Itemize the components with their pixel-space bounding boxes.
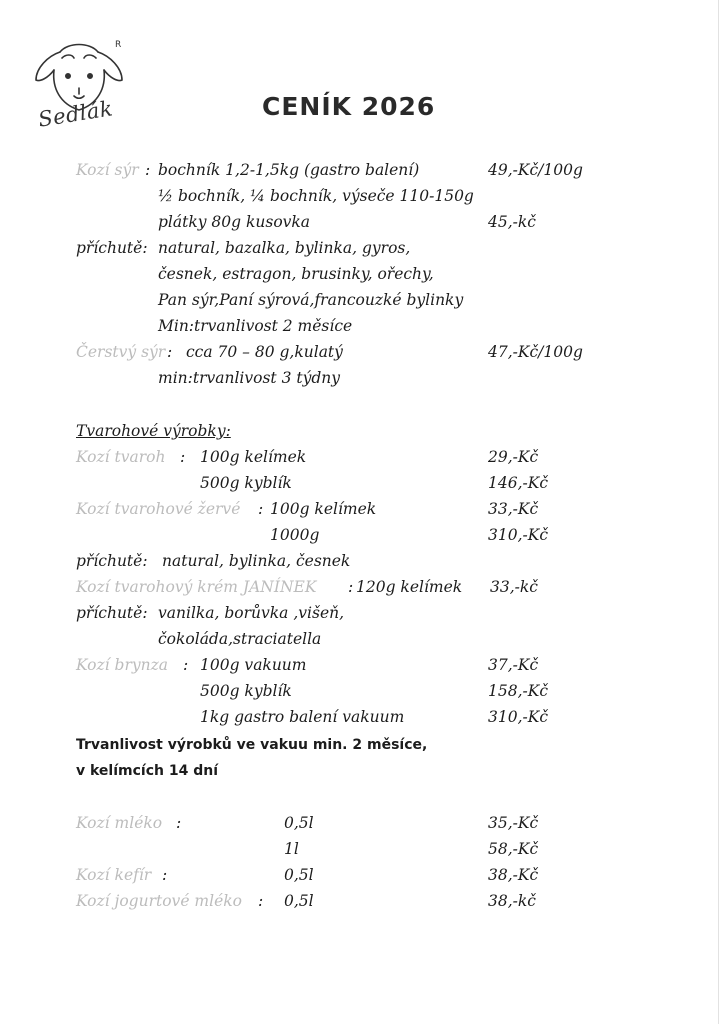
brynza-price1: 37,-Kč: [488, 656, 539, 674]
yogurt-label: Kozí jogurtové mléko: [76, 892, 242, 910]
curd-cheese-label: Kozí tvarohové žervé: [76, 500, 241, 518]
milk-price2: 58,-Kč: [488, 840, 539, 858]
yogurt-item: 0,5l: [284, 892, 314, 910]
yogurt-price: 38,-kč: [488, 892, 536, 910]
milk-item2: 1l: [284, 840, 299, 858]
page-title: CENÍK 2026: [262, 92, 436, 121]
cheese-label: Kozí sýr: [76, 161, 139, 179]
curd-cheese-item2: 1000g: [270, 526, 320, 544]
colon: :: [145, 161, 151, 179]
curd-cheese-item1: 100g kelímek: [270, 500, 377, 518]
curd-price1: 29,-Kč: [488, 448, 539, 466]
brynza-price3: 310,-Kč: [488, 708, 549, 726]
fresh-label: Čerstvý sýr: [76, 343, 166, 361]
colon: :: [258, 500, 264, 518]
curd-cheese-price2: 310,-Kč: [488, 526, 549, 544]
curd-section-heading: Tvarohové výrobky:: [76, 422, 231, 440]
cheese-flavors1: natural, bazalka, bylinka, gyros,: [158, 239, 411, 257]
registered-mark: R: [115, 40, 122, 50]
cheese-flavors3: Pan sýr,Paní sýrová,francouzké bylinky: [158, 291, 464, 309]
curd-label: Kozí tvaroh: [76, 448, 166, 466]
note-line1: Trvanlivost výrobků ve vakuu min. 2 měsíce,: [76, 737, 428, 753]
cheese-flavors-label: příchutě:: [76, 239, 148, 257]
page-edge: [718, 0, 719, 1024]
brand-name: Sedlák: [36, 96, 115, 132]
brynza-label: Kozí brynza: [76, 656, 169, 674]
colon: :: [176, 814, 182, 832]
kefir-item: 0,5l: [284, 866, 314, 884]
curd-cheese-flavors: natural, bylinka, česnek: [162, 552, 351, 570]
fresh-desc: cca 70 – 80 g,kulatý: [186, 343, 343, 361]
colon: :: [183, 656, 189, 674]
cream-item: 120g kelímek: [356, 578, 463, 596]
milk-item1: 0,5l: [284, 814, 314, 832]
curd-cheese-price1: 33,-Kč: [488, 500, 539, 518]
curd-price2: 146,-Kč: [488, 474, 549, 492]
colon: :: [180, 448, 186, 466]
cheese-line3: plátky 80g kusovka: [158, 213, 311, 231]
kefir-price: 38,-Kč: [488, 866, 539, 884]
curd-cheese-flavors-label: příchutě:: [76, 552, 148, 570]
brynza-item3: 1kg gastro balení vakuum: [200, 708, 405, 726]
cheese-price1: 49,-Kč/100g: [488, 161, 583, 179]
cheese-shelf-life: Min:trvanlivost 2 měsíce: [158, 317, 353, 335]
curd-item1: 100g kelímek: [200, 448, 307, 466]
brynza-item2: 500g kyblík: [200, 682, 292, 700]
cheese-line2: ½ bochník, ¼ bochník, výseče 110-150g: [158, 187, 474, 205]
milk-label: Kozí mléko: [76, 814, 163, 832]
cream-flavors-label: příchutě:: [76, 604, 148, 622]
cream-flavors1: vanilka, borůvka ,višeň,: [158, 604, 345, 622]
colon: :: [167, 343, 173, 361]
fresh-shelf-life: min:trvanlivost 3 týdny: [158, 369, 341, 387]
cheese-price3: 45,-kč: [488, 213, 536, 231]
fresh-price: 47,-Kč/100g: [488, 343, 583, 361]
cream-label: Kozí tvarohový krém JANÍNEK: [76, 578, 317, 596]
cheese-line1: bochník 1,2-1,5kg (gastro balení): [158, 161, 420, 179]
milk-price1: 35,-Kč: [488, 814, 539, 832]
cream-flavors2: čokoláda,straciatella: [158, 630, 322, 648]
brynza-price2: 158,-Kč: [488, 682, 549, 700]
colon: :: [162, 866, 168, 884]
cheese-flavors2: česnek, estragon, brusinky, ořechy,: [158, 265, 434, 283]
note-line2: v kelímcích 14 dní: [76, 763, 218, 779]
colon: :: [348, 578, 354, 596]
colon: :: [258, 892, 264, 910]
kefir-label: Kozí kefír: [76, 866, 152, 884]
cream-price: 33,-kč: [490, 578, 538, 596]
brynza-item1: 100g vakuum: [200, 656, 307, 674]
curd-item2: 500g kyblík: [200, 474, 292, 492]
